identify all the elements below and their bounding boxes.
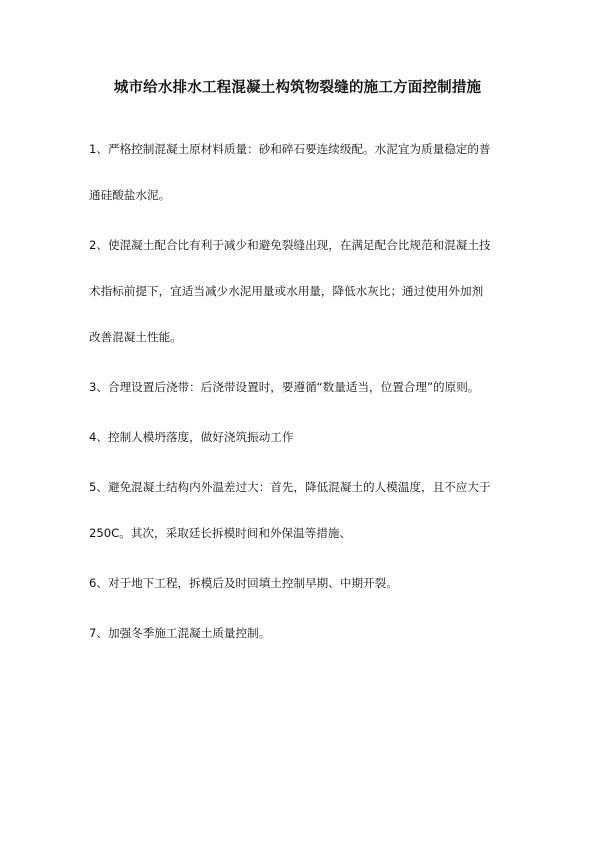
document-title: 城市给水排水工程混凝土构筑物裂缝的施工方面控制措施 xyxy=(113,80,482,96)
paragraph-line: 4、控制人模坍落度，做好浇筑振动工作 xyxy=(89,430,294,444)
paragraph-line: 7、加强冬季施工混凝土质量控制。 xyxy=(89,626,271,640)
paragraph-7 xyxy=(89,610,529,656)
paragraph-line: 5、避免混凝土结构内外温差过大：首先，降低混凝土的人模温度，且不应大于 xyxy=(89,480,491,494)
paragraph-line: 改善混凝土性能。 xyxy=(89,330,182,344)
paragraph-line: 3、合理设置后浇带：后浇带设置时，要遵循“数量适当，位置合理”的原则。 xyxy=(89,380,480,394)
paragraph-line: 250C。其次，采取廷长拆模时间和外保温等措施、 xyxy=(89,526,352,540)
paragraph-line: 通硅酸盐水泥。 xyxy=(89,188,171,202)
paragraph-line: 1、严格控制混凝土原材料质量：砂和碎石要连续级配。水泥宜为质量稳定的普 xyxy=(89,142,491,156)
paragraph-1 xyxy=(89,126,529,218)
paragraph-4 xyxy=(89,414,529,460)
paragraph-2 xyxy=(89,222,529,360)
paragraph-line: 6、对于地下工程，拆模后及时回填土控制早期、中期开裂。 xyxy=(89,576,398,590)
paragraph-5 xyxy=(89,464,529,556)
paragraph-line: 2、使混凝土配合比有利于减少和避免裂缝出现，在满足配合比规范和混凝土技 xyxy=(89,238,491,252)
document-body xyxy=(89,126,529,660)
paragraph-line: 术指标前提下，宜适当减少水泥用量或水用量，降低水灰比；通过使用外加剂 xyxy=(89,284,484,298)
paragraph-6 xyxy=(89,560,529,606)
paragraph-3 xyxy=(89,364,529,410)
